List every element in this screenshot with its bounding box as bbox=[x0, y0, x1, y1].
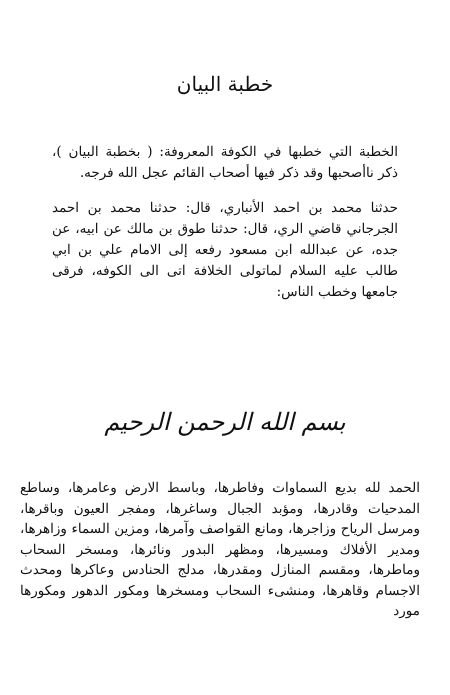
isnad-paragraph: حدثنا محمد بن احمد الأنباري، قال: حدثنا محمد بن احمد الجرجاني قاضي الري، قال: حدثنا طوق بن مالك عن ابيه، عن جده، عن عبدالله ابن مسعود رفعه إلى الامام علي بن ابي طالب عليه السلام لماتولى الخلافة اتى الى الكوفه، فرقى جامعها وخطب الناس: bbox=[52, 200, 398, 300]
intro-paragraph: الخطبة التي خطبها في الكوفة المعروفة: ( بخطبة البيان )، ذكر ناأصحبها وقد ذكر فيها أصحاب القائم عجل الله فرجه. bbox=[52, 144, 398, 181]
document-title: خطبة البيان bbox=[176, 72, 274, 96]
basmala-calligraphy: بسم الله الرحمن الرحيم bbox=[104, 408, 346, 436]
sermon-paragraph: الحمد لله بديع السماوات وفاطرها، وباسط الارض وعامرها، وساطع المدحيات وقادرها، ومؤبد الجبال وساغرها، ومفجر العيون وباقرها، ومرسل الرياح وزاجرها، ومانع القواصف وآمرها، ومزين السماء وزاهرها، ومدير الأفلاك ومسيرها، ومظهر البدور ونائرها، ومسخر السحاب وماطرها، ومقسم المنازل ومقدرها، مدلج الحنادس وعاكرها ومحدث الاجسام وقاهرها، ومنشىء السحاب ومسخرها ومكور الدهور ومكورها مورد bbox=[20, 480, 420, 620]
